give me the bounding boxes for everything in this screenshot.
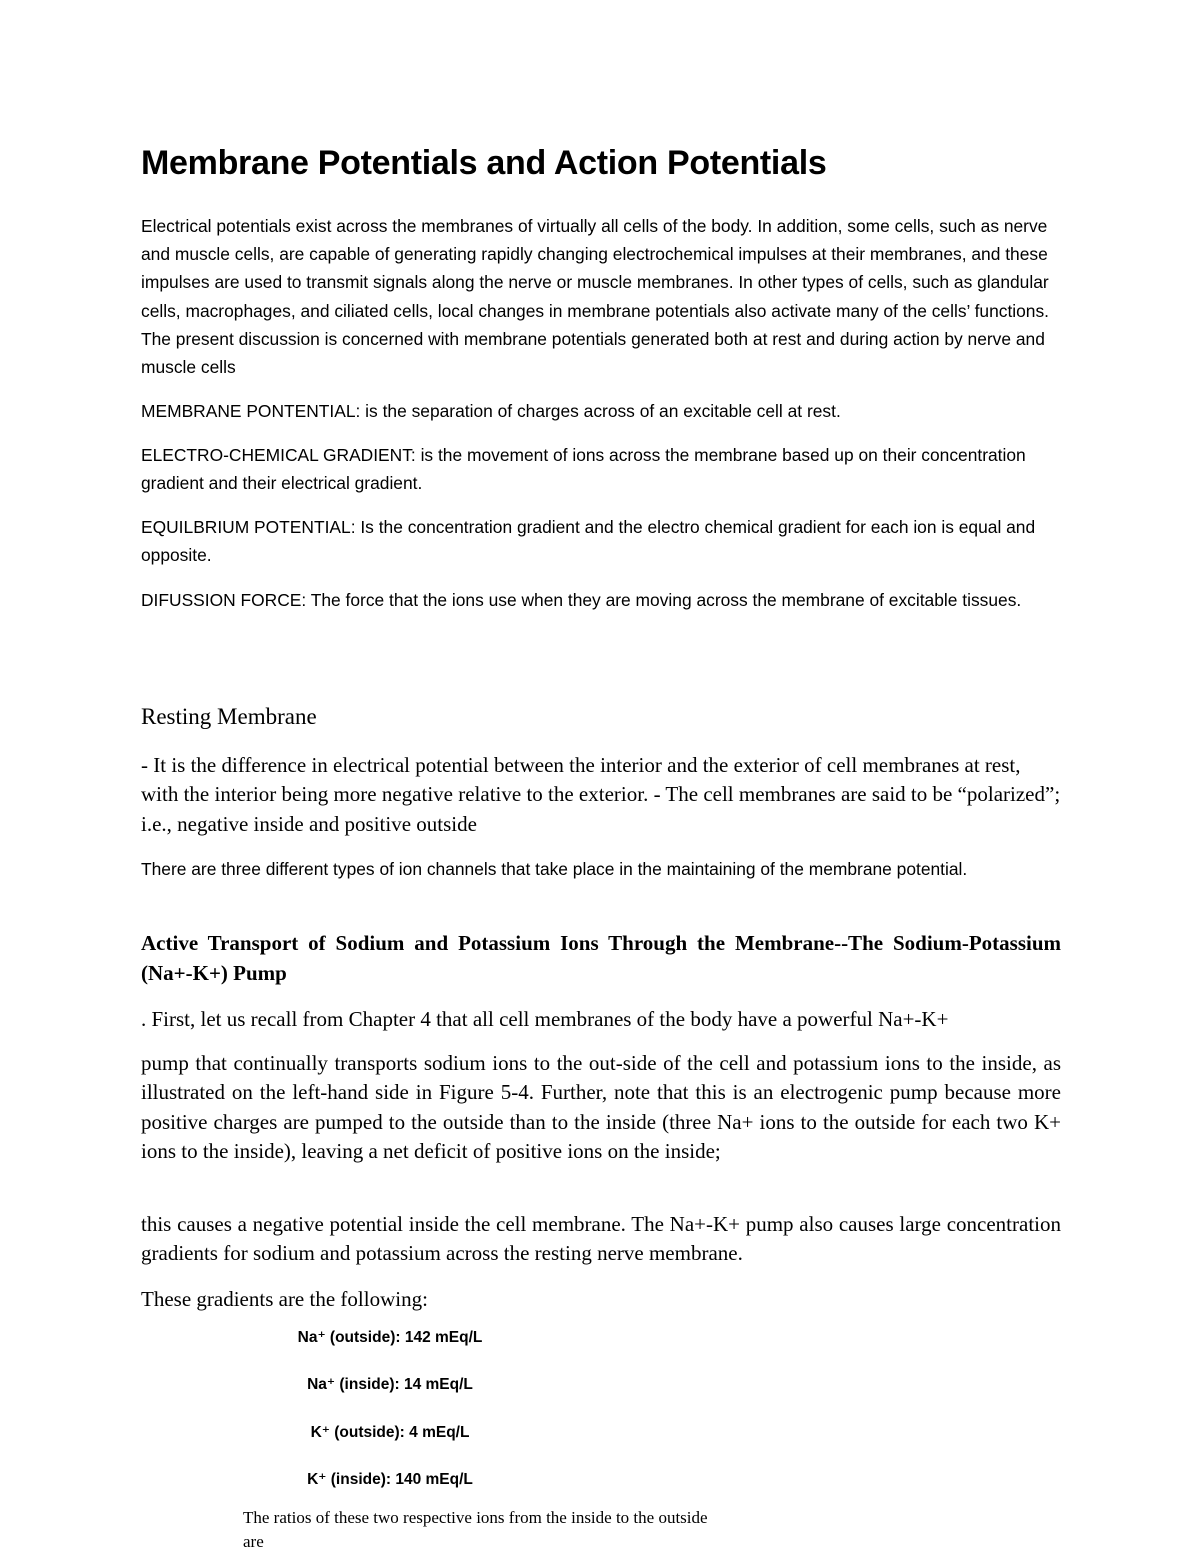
pump-paragraph-3: this causes a negative potential inside the cell membrane. The Na+-K+ pump also causes large concentration gradients for sodium and potassium across the resting nerve membrane. — [141, 1212, 1061, 1266]
resting-membrane-paragraph: - It is the difference in electrical potential between the interior and the exterior of cell membranes at rest, with the interior being more negative relative to the exterior. - The cell membranes are said to be “polarized”; i.e., negative inside and positive outside — [141, 753, 1061, 836]
definition-membrane-potential: MEMBRANE PONTENTIAL: is the separation of charges across of an excitable cell at rest. — [141, 401, 841, 421]
pump-paragraph-4: These gradients are the following: — [141, 1287, 428, 1311]
resting-membrane-heading: Resting Membrane — [141, 704, 317, 729]
definition-equilibrium-potential: EQUILBRIUM POTENTIAL: Is the concentration gradient and the electro chemical gradient for each ion is equal and opposite. — [141, 517, 1036, 566]
intro-paragraph: Electrical potentials exist across the membranes of virtually all cells of the body. In addition, some cells, such as nerve and muscle cells, are capable of generating rapidly changing electrochemical impulses at their membranes, and these impulses are used to transmit signals along the nerve or muscle membranes. In other types of cells, such as glandular cells, macrophages, and ciliated cells, local changes in membrane potentials also activate many of the cells’ functions. The present discussion is concerned with membrane potentials generated both at rest and during action by nerve and muscle cells — [141, 216, 1050, 378]
ion-channels-paragraph: There are three different types of ion channels that take place in the maintaining of the membrane potential. — [141, 859, 968, 879]
pump-paragraph-2: pump that continually transports sodium ions to the out-side of the cell and potassium ions to the inside, as illustrated on the left-hand side in Figure 5-4. Further, note that this is an electrogenic pump because more positive charges are pumped to the outside than to the inside (three Na+ ions to the outside for each two K+ ions to the inside), leaving a net deficit of positive ions on the inside; — [141, 1051, 1061, 1163]
definition-diffusion-force: DIFUSSION FORCE: The force that the ions use when they are moving across the membrane of excitable tissues. — [141, 590, 1022, 610]
gradient-na-outside: Na⁺ (outside): 142 mEq/L — [297, 1329, 483, 1346]
definition-electrochemical-gradient: ELECTRO-CHEMICAL GRADIENT: is the movement of ions across the membrane based up on their concentration gradient and their electrical gradient. — [141, 445, 1026, 494]
pump-paragraph-1: . First, let us recall from Chapter 4 that all cell membranes of the body have a powerful Na+-K+ — [141, 1007, 949, 1031]
ratio-caption: The ratios of these two respective ions from the inside to the outside are — [243, 1508, 708, 1551]
gradient-k-inside: K⁺ (inside): 140 mEq/L — [307, 1471, 473, 1488]
page-title: Membrane Potentials and Action Potentials — [141, 144, 827, 182]
pump-heading: Active Transport of Sodium and Potassium Ions Through the Membrane--The Sodium-Potassium (Na+-K+) Pump — [141, 931, 1061, 985]
gradient-na-inside: Na⁺ (inside): 14 mEq/L — [307, 1376, 473, 1393]
gradient-k-outside: K⁺ (outside): 4 mEq/L — [310, 1424, 470, 1441]
